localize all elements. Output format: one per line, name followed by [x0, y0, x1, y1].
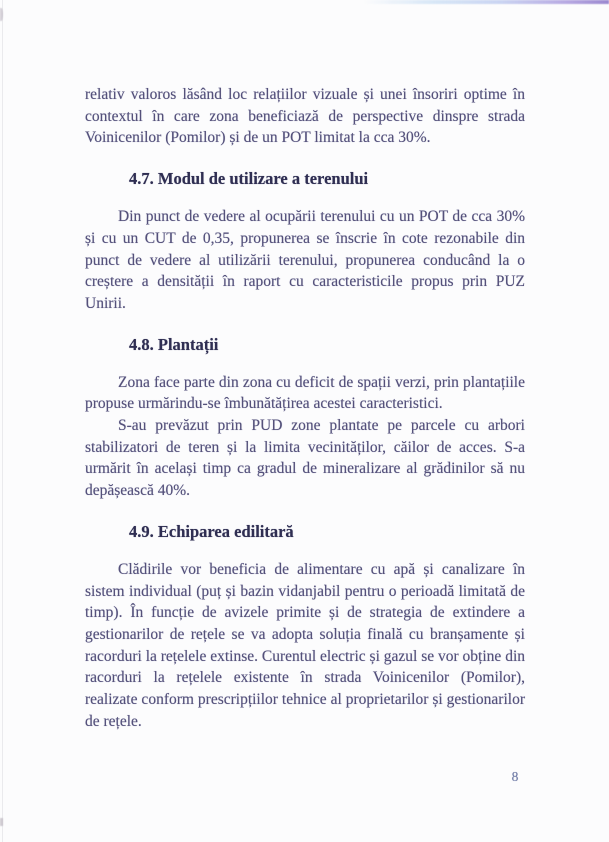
paragraph-section-4-7: Din punct de vedere al ocupării terenului cu un POT de cca 30% și cu un CUT de 0,35, propunerea se înscrie în cote rezonabile din punct de vedere al utilizării terenului, propunerea conducând la o creștere a densității în raport cu caracteristicile propus prin PUZ Unirii. [85, 208, 525, 312]
paragraph-section-4-9: Clădirile vor beneficia de alimentare cu apă și canalizare în sistem individual (puț și bazin vidanjabil pentru o perioadă limitată de timp). În funcție de avizele primite și de strategia de extindere a gestionarilor de rețele se va adopta soluția finală cu branșamente și racorduri la rețelele extinse. Curentul electric și gazul se vor obține din racorduri la rețelele existente în strada Voinicenilor (Pomilor), realizate conform prescripțiilor tehnice al proprietarilor și gestionarilor de rețele. [85, 560, 525, 730]
paragraph-section-4-8-first: Zona face parte din zona cu deficit de spații verzi, prin plantațiile propuse urmărindu-se îmbunătățirea acestei caracteristici. [85, 373, 525, 413]
page-number: 8 [511, 769, 519, 784]
scan-smudge-bottom-left [0, 818, 3, 826]
section-heading-4-9: 4.9. Echiparea edilitară [129, 521, 294, 541]
paragraph-intro-continuation: relativ valoros lăsând loc relațiilor vizuale și unei însoriri optime în contextul în care zona beneficiază de perspective dinspre strada Voinicenilor (Pomilor) și de un POT limitat la cca 30%. [85, 86, 525, 147]
page-content [85, 84, 525, 732]
section-heading-4-7: 4.7. Modul de utilizare a terenului [129, 169, 369, 189]
section-heading-4-8: 4.8. Plantații [129, 334, 219, 354]
scan-edge-artifact-top [364, 0, 609, 4]
scan-smudge-top-left [0, 8, 3, 21]
scan-edge-line-left [2, 0, 3, 842]
paragraph-section-4-8-second: S-au prevăzut prin PUD zone plantate pe parcele cu arbori stabilizatori de teren și la limita vecinităților, căilor de acces. S-a urmărit în același timp ca gradul de mineralizare al grădinilor să nu depășească 40%. [85, 417, 525, 500]
